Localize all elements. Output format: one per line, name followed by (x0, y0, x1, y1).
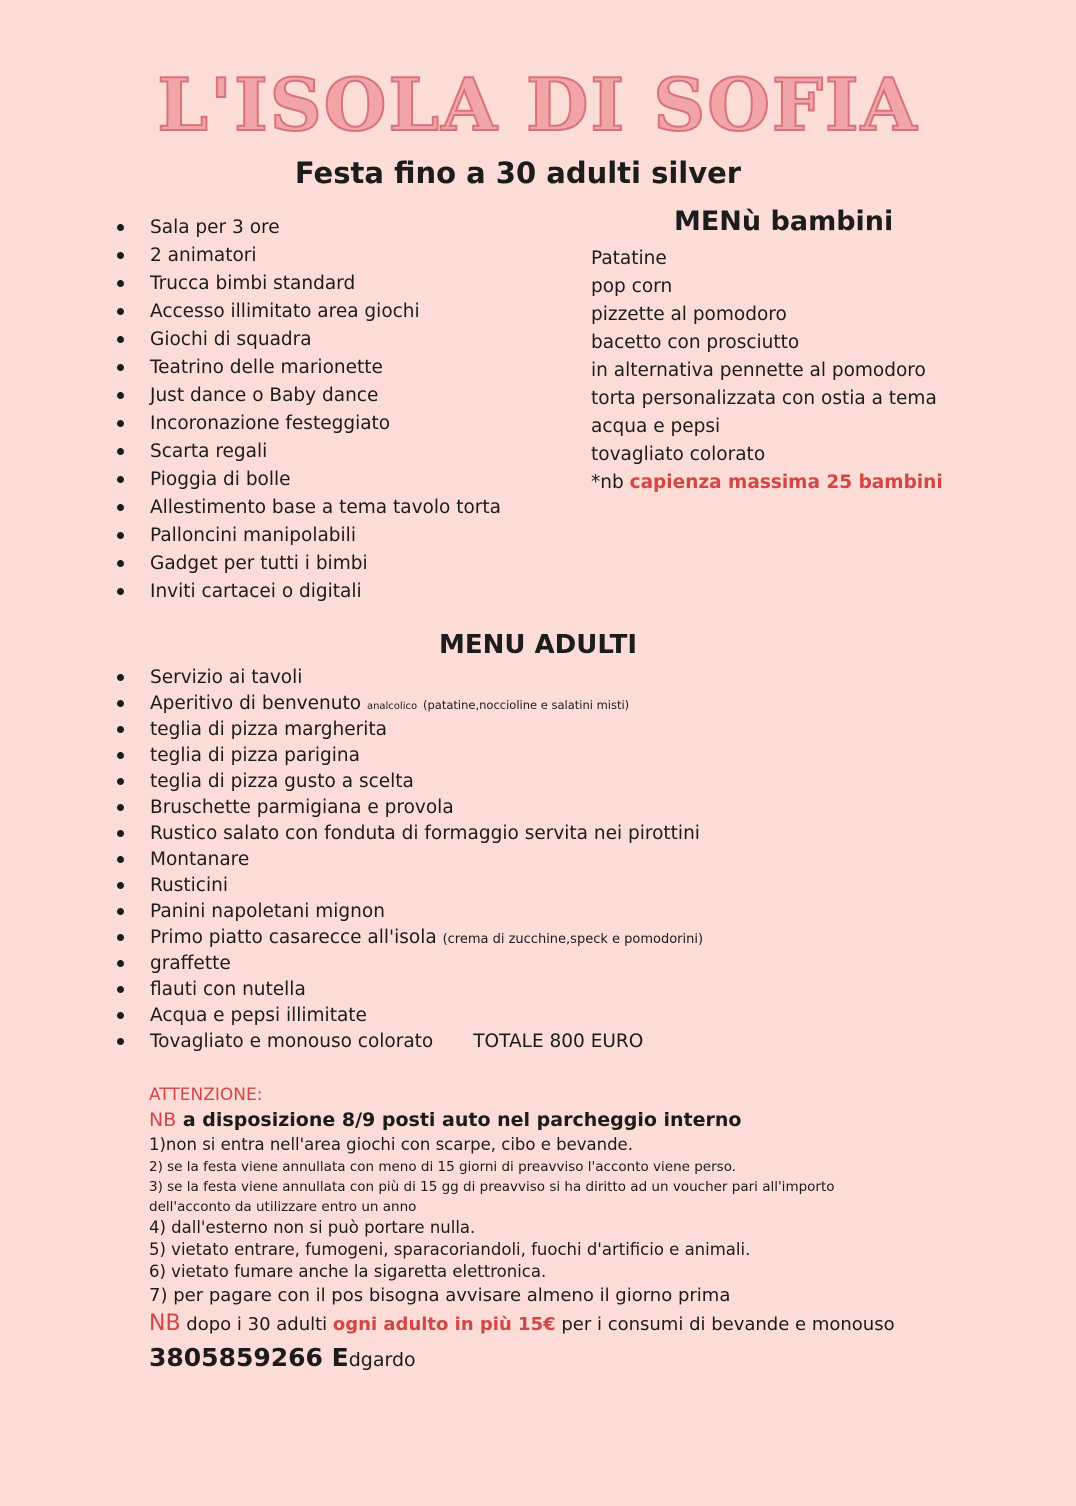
list-item: 2 animatori (117, 242, 501, 270)
list-item: Gadget per tutti i bimbi (117, 550, 501, 578)
list-item: Palloncini manipolabili (117, 522, 501, 550)
list-item: Trucca bimbi standard (117, 270, 501, 298)
list-item: Allestimento base a tema tavolo torta (117, 494, 501, 522)
included-services-list (117, 214, 501, 606)
list-item: Servizio ai tavoli (117, 665, 703, 691)
package-subtitle: Festa fino a 30 adulti silver (294, 156, 742, 190)
list-item: Rusticini (117, 873, 703, 899)
list-item: Sala per 3 ore (117, 214, 501, 242)
kids-capacity-note (591, 469, 943, 497)
contact-phone (149, 1340, 895, 1376)
list-item: acqua e pepsi (591, 416, 721, 437)
list-item: teglia di pizza gusto a scelta (117, 769, 703, 795)
list-item: Inviti cartacei o digitali (117, 578, 501, 606)
aperitivo-note: analcolico (366, 701, 418, 712)
rule-item: 7) per pagare con il pos bisogna avvisare almeno il giorno prima (149, 1285, 731, 1306)
nb-label: NB (149, 1311, 181, 1336)
adults-menu-list (117, 665, 703, 1055)
list-item-primo (117, 925, 703, 951)
adults-menu-title: MENU ADULTI (438, 630, 638, 660)
list-item: torta personalizzata con ostia a tema (591, 388, 937, 409)
primo-note: (crema di zucchine,speck e pomodorini) (442, 932, 704, 947)
extra-text-a: dopo i 30 adulti (186, 1314, 328, 1335)
rule-item: 2) se la festa viene annullata con meno di 15 giorni di preavviso l'acconto viene perso. (149, 1159, 737, 1175)
capacity-text: capienza massima 25 bambini (629, 472, 943, 493)
extra-price: ogni adulto in più 15€ (332, 1314, 556, 1335)
total-price: TOTALE 800 EURO (473, 1031, 644, 1052)
list-item: Bruschette parmigiana e provola (117, 795, 703, 821)
extra-adult-note (149, 1308, 895, 1340)
rule-item: 6) vietato fumare anche la sigaretta elettronica. (149, 1262, 547, 1281)
kids-menu-title: MENù bambini (674, 206, 894, 237)
list-item: teglia di pizza parigina (117, 743, 703, 769)
notes-section (149, 1083, 895, 1376)
list-item: Pioggia di bolle (117, 466, 501, 494)
parking-note (149, 1108, 895, 1133)
list-item: Just dance o Baby dance (117, 382, 501, 410)
aperitivo-detail: (patatine,noccioline e salatini misti) (423, 698, 630, 712)
list-item: Incoronazione festeggiato (117, 410, 501, 438)
list-item: bacetto con prosciutto (591, 332, 800, 353)
list-item-last (117, 1029, 703, 1055)
venue-title: L'ISOLA DI SOFIA (157, 62, 919, 147)
attention-heading: ATTENZIONE: (149, 1085, 263, 1105)
list-item: Giochi di squadra (117, 326, 501, 354)
parking-text: a disposizione 8/9 posti auto nel parcheggio interno (182, 1109, 742, 1131)
nb-label: NB (149, 1109, 177, 1131)
phone-number: 3805859266 (149, 1343, 323, 1372)
list-item: pizzette al pomodoro (591, 304, 787, 325)
list-item: graffette (117, 951, 703, 977)
rule-item: dell'acconto da utilizzare entro un anno (149, 1199, 417, 1215)
list-item: Acqua e pepsi illimitate (117, 1003, 703, 1029)
rule-item: 5) vietato entrare, fumogeni, sparacoriandoli, fuochi d'artificio e animali. (149, 1240, 751, 1259)
contact-name: dgardo (348, 1349, 416, 1371)
list-item: flauti con nutella (117, 977, 703, 1003)
list-item: Rustico salato con fonduta di formaggio servita nei pirottini (117, 821, 703, 847)
item-label: Primo piatto casarecce all'isola (150, 927, 437, 948)
list-item: Patatine (591, 248, 667, 269)
list-item-aperitivo (117, 691, 703, 717)
rule-item: 4) dall'esterno non si può portare nulla. (149, 1218, 476, 1237)
list-item: teglia di pizza margherita (117, 717, 703, 743)
list-item: Teatrino delle marionette (117, 354, 501, 382)
list-item: Accesso illimitato area giochi (117, 298, 501, 326)
rule-item: 3) se la festa viene annullata con più di 15 gg di preavviso si ha diritto ad un voucher pari all'importo (149, 1179, 835, 1195)
contact-initial: E (331, 1343, 349, 1372)
list-item: tovagliato colorato (591, 444, 766, 465)
item-label: Tovagliato e monouso colorato (150, 1031, 434, 1052)
list-item: pop corn (591, 276, 673, 297)
rule-item: 1)non si entra nell'area giochi con scarpe, cibo e bevande. (149, 1135, 633, 1154)
item-label: Aperitivo di benvenuto (150, 693, 362, 714)
kids-menu-list (591, 245, 943, 497)
list-item: Scarta regali (117, 438, 501, 466)
list-item: in alternativa pennette al pomodoro (591, 360, 926, 381)
note-prefix: *nb (591, 472, 624, 493)
list-item: Montanare (117, 847, 703, 873)
extra-text-c: per i consumi di bevande e monouso (561, 1314, 895, 1335)
list-item: Panini napoletani mignon (117, 899, 703, 925)
